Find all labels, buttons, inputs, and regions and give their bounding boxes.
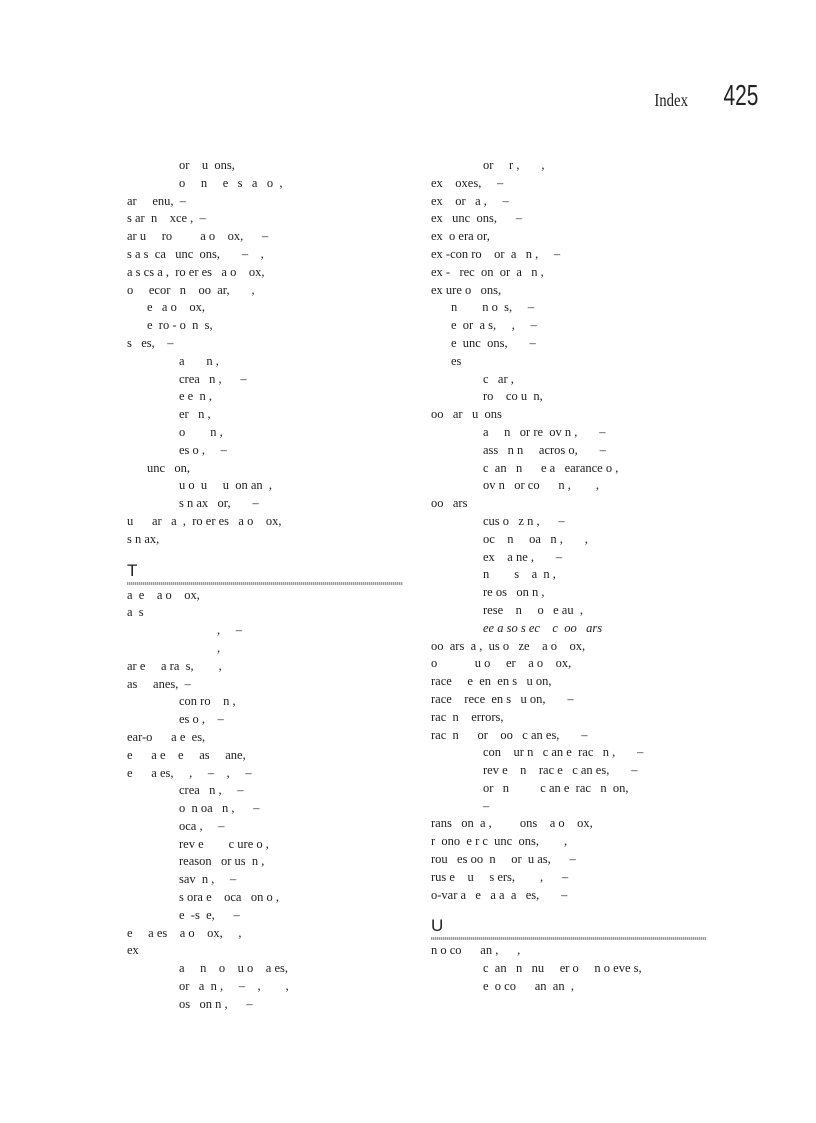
index-entry: es: [451, 353, 462, 368]
index-entry: o u o er a o ox,: [431, 656, 572, 671]
index-entry: as anes, –: [127, 676, 191, 691]
index-entry: ear-o a e es,: [127, 729, 206, 744]
index-entry: sav n , –: [179, 872, 237, 887]
index-entry: n n o s, –: [451, 300, 534, 315]
index-entry: e a e e as ane,: [127, 747, 246, 762]
running-head-title: Index: [654, 90, 688, 110]
index-entry: n s a n ,: [483, 567, 556, 582]
index-entry: rus e u s ers, , –: [431, 869, 569, 884]
index-entry: e o co an an ,: [483, 979, 574, 994]
index-entry: ex o era or,: [431, 229, 490, 244]
section-letter: U: [431, 916, 444, 936]
index-entry: o n ,: [179, 424, 223, 439]
index-entry: ex unc ons, –: [431, 211, 522, 226]
index-entry: a n ,: [179, 353, 219, 368]
index-entry: oo ars: [431, 496, 468, 511]
index-entry: es o , –: [179, 712, 224, 727]
section-rule: [431, 937, 706, 940]
index-entry: or n c an e rac n on,: [483, 780, 629, 795]
index-entry: ex a ne , –: [483, 549, 563, 564]
index-entry: o ecor n oo ar, ,: [127, 282, 255, 297]
index-entry: or u ons,: [179, 158, 235, 172]
index-entry: er n ,: [179, 407, 211, 422]
index-entry: u o u u on an ,: [179, 478, 273, 493]
index-entry: rac n errors,: [431, 709, 504, 724]
index-entry: s a s ca unc ons, – ,: [127, 246, 264, 261]
index-entry: u ar a , ro er es a o ox,: [127, 513, 282, 528]
index-entry: ex or a , –: [431, 193, 509, 208]
index-entry: , –: [217, 623, 242, 638]
index-entry: e e n ,: [179, 389, 212, 404]
index-column-left: [127, 157, 403, 1014]
entry-list: [431, 157, 706, 904]
index-entry: e -s e, –: [179, 907, 240, 922]
index-entry: ex - rec on or a n ,: [431, 264, 544, 279]
index-entry: o-var a e a a a es, –: [431, 887, 568, 902]
index-entry: e unc ons, –: [451, 335, 536, 350]
index-entry: crea n , –: [179, 371, 247, 386]
index-entry: r ono e r c unc ons, ,: [431, 834, 568, 849]
index-entry: c an n e a earance o ,: [483, 460, 619, 475]
index-entry: con ro n ,: [179, 694, 236, 709]
index-entry: s ora e oca on o ,: [179, 890, 279, 905]
index-entry: rac n or oo c an es, –: [431, 727, 588, 742]
index-entry: ar enu, –: [127, 193, 187, 208]
entry-list: [127, 587, 403, 1014]
index-entry: ex ure o ons,: [431, 282, 502, 297]
index-entry: e a es a o ox, ,: [127, 925, 242, 940]
page-number: 425: [723, 80, 758, 112]
index-entry: oo ars a , us o ze a o ox,: [431, 638, 586, 653]
index-entry: s n ax,: [127, 531, 160, 546]
entry-list: [431, 942, 706, 995]
index-entry: es o , –: [179, 442, 227, 457]
index-entry: rans on a , ons a o ox,: [431, 816, 593, 831]
index-entry: a n or re ov n , –: [483, 424, 606, 439]
index-entry: s es, –: [127, 335, 174, 350]
index-entry: e a o ox,: [147, 300, 205, 315]
index-entry: n o co an , ,: [431, 943, 521, 958]
index-entry: re os on n ,: [483, 585, 545, 600]
index-entry: or a n , – , ,: [179, 979, 289, 994]
index-entry: rev e c ure o ,: [179, 836, 269, 851]
section-header: [431, 918, 706, 940]
index-entry: ex: [127, 943, 139, 958]
index-entry: o n oa n , –: [179, 801, 260, 816]
index-entry: a s: [127, 605, 144, 620]
index-entry: rev e n rac e c an es, –: [483, 763, 638, 778]
index-entry: e ro - o n s,: [147, 318, 213, 333]
index-entry: race e en en s u on,: [431, 674, 552, 689]
index-entry: cus o z n , –: [483, 513, 565, 528]
index-entry: oca , –: [179, 818, 225, 833]
index-entry: or r , ,: [483, 158, 545, 172]
index-entry: e or a s, , –: [451, 318, 537, 333]
index-entry: ar e a ra s, ,: [127, 658, 222, 673]
index-entry: oc n oa n , ,: [483, 531, 588, 546]
index-entry: ar u ro a o ox, –: [127, 229, 269, 244]
index-entry: a s cs a , ro er es a o ox,: [127, 264, 265, 279]
section-header: [127, 560, 403, 585]
index-entry: ov n or co n , ,: [483, 478, 599, 493]
index-entry: crea n , –: [179, 783, 244, 798]
index-entry: con ur n c an e rac n , –: [483, 745, 644, 760]
index-entry: c ar ,: [483, 371, 514, 386]
index-entry: rese n o e au ,: [483, 602, 583, 617]
index-column-right: [431, 157, 706, 996]
index-entry: –: [483, 798, 490, 813]
index-entry: a n o u o a es,: [179, 961, 289, 976]
index-entry: c an n nu er o n o eve s,: [483, 961, 642, 976]
index-entry: e a es, , – , –: [127, 765, 252, 780]
index-entry: a e a o ox,: [127, 587, 200, 602]
index-entry: os on n , –: [179, 996, 253, 1011]
index-entry: o n e s a o ,: [179, 175, 283, 190]
index-entry: s ar n xce , –: [127, 211, 206, 226]
section-rule: [127, 582, 403, 585]
index-entry: unc on,: [147, 460, 191, 475]
index-entry: s n ax or, –: [179, 496, 259, 511]
index-entry: ass n n acros o, –: [483, 442, 606, 457]
index-entry: rou es oo n or u as, –: [431, 852, 576, 867]
index-entry: ex -con ro or a n , –: [431, 246, 561, 261]
section-letter: T: [127, 560, 138, 580]
index-entry: oo ar u ons: [431, 407, 502, 422]
index-entry: reason or us n ,: [179, 854, 265, 869]
index-entry: ,: [217, 640, 221, 655]
index-entry: ex oxes, –: [431, 175, 504, 190]
index-entry: race rece en s u on, –: [431, 691, 574, 706]
entry-list: [127, 157, 403, 549]
index-entry: ee a so s ec c oo ars: [483, 620, 603, 635]
index-entry: ro co u n,: [483, 389, 543, 404]
